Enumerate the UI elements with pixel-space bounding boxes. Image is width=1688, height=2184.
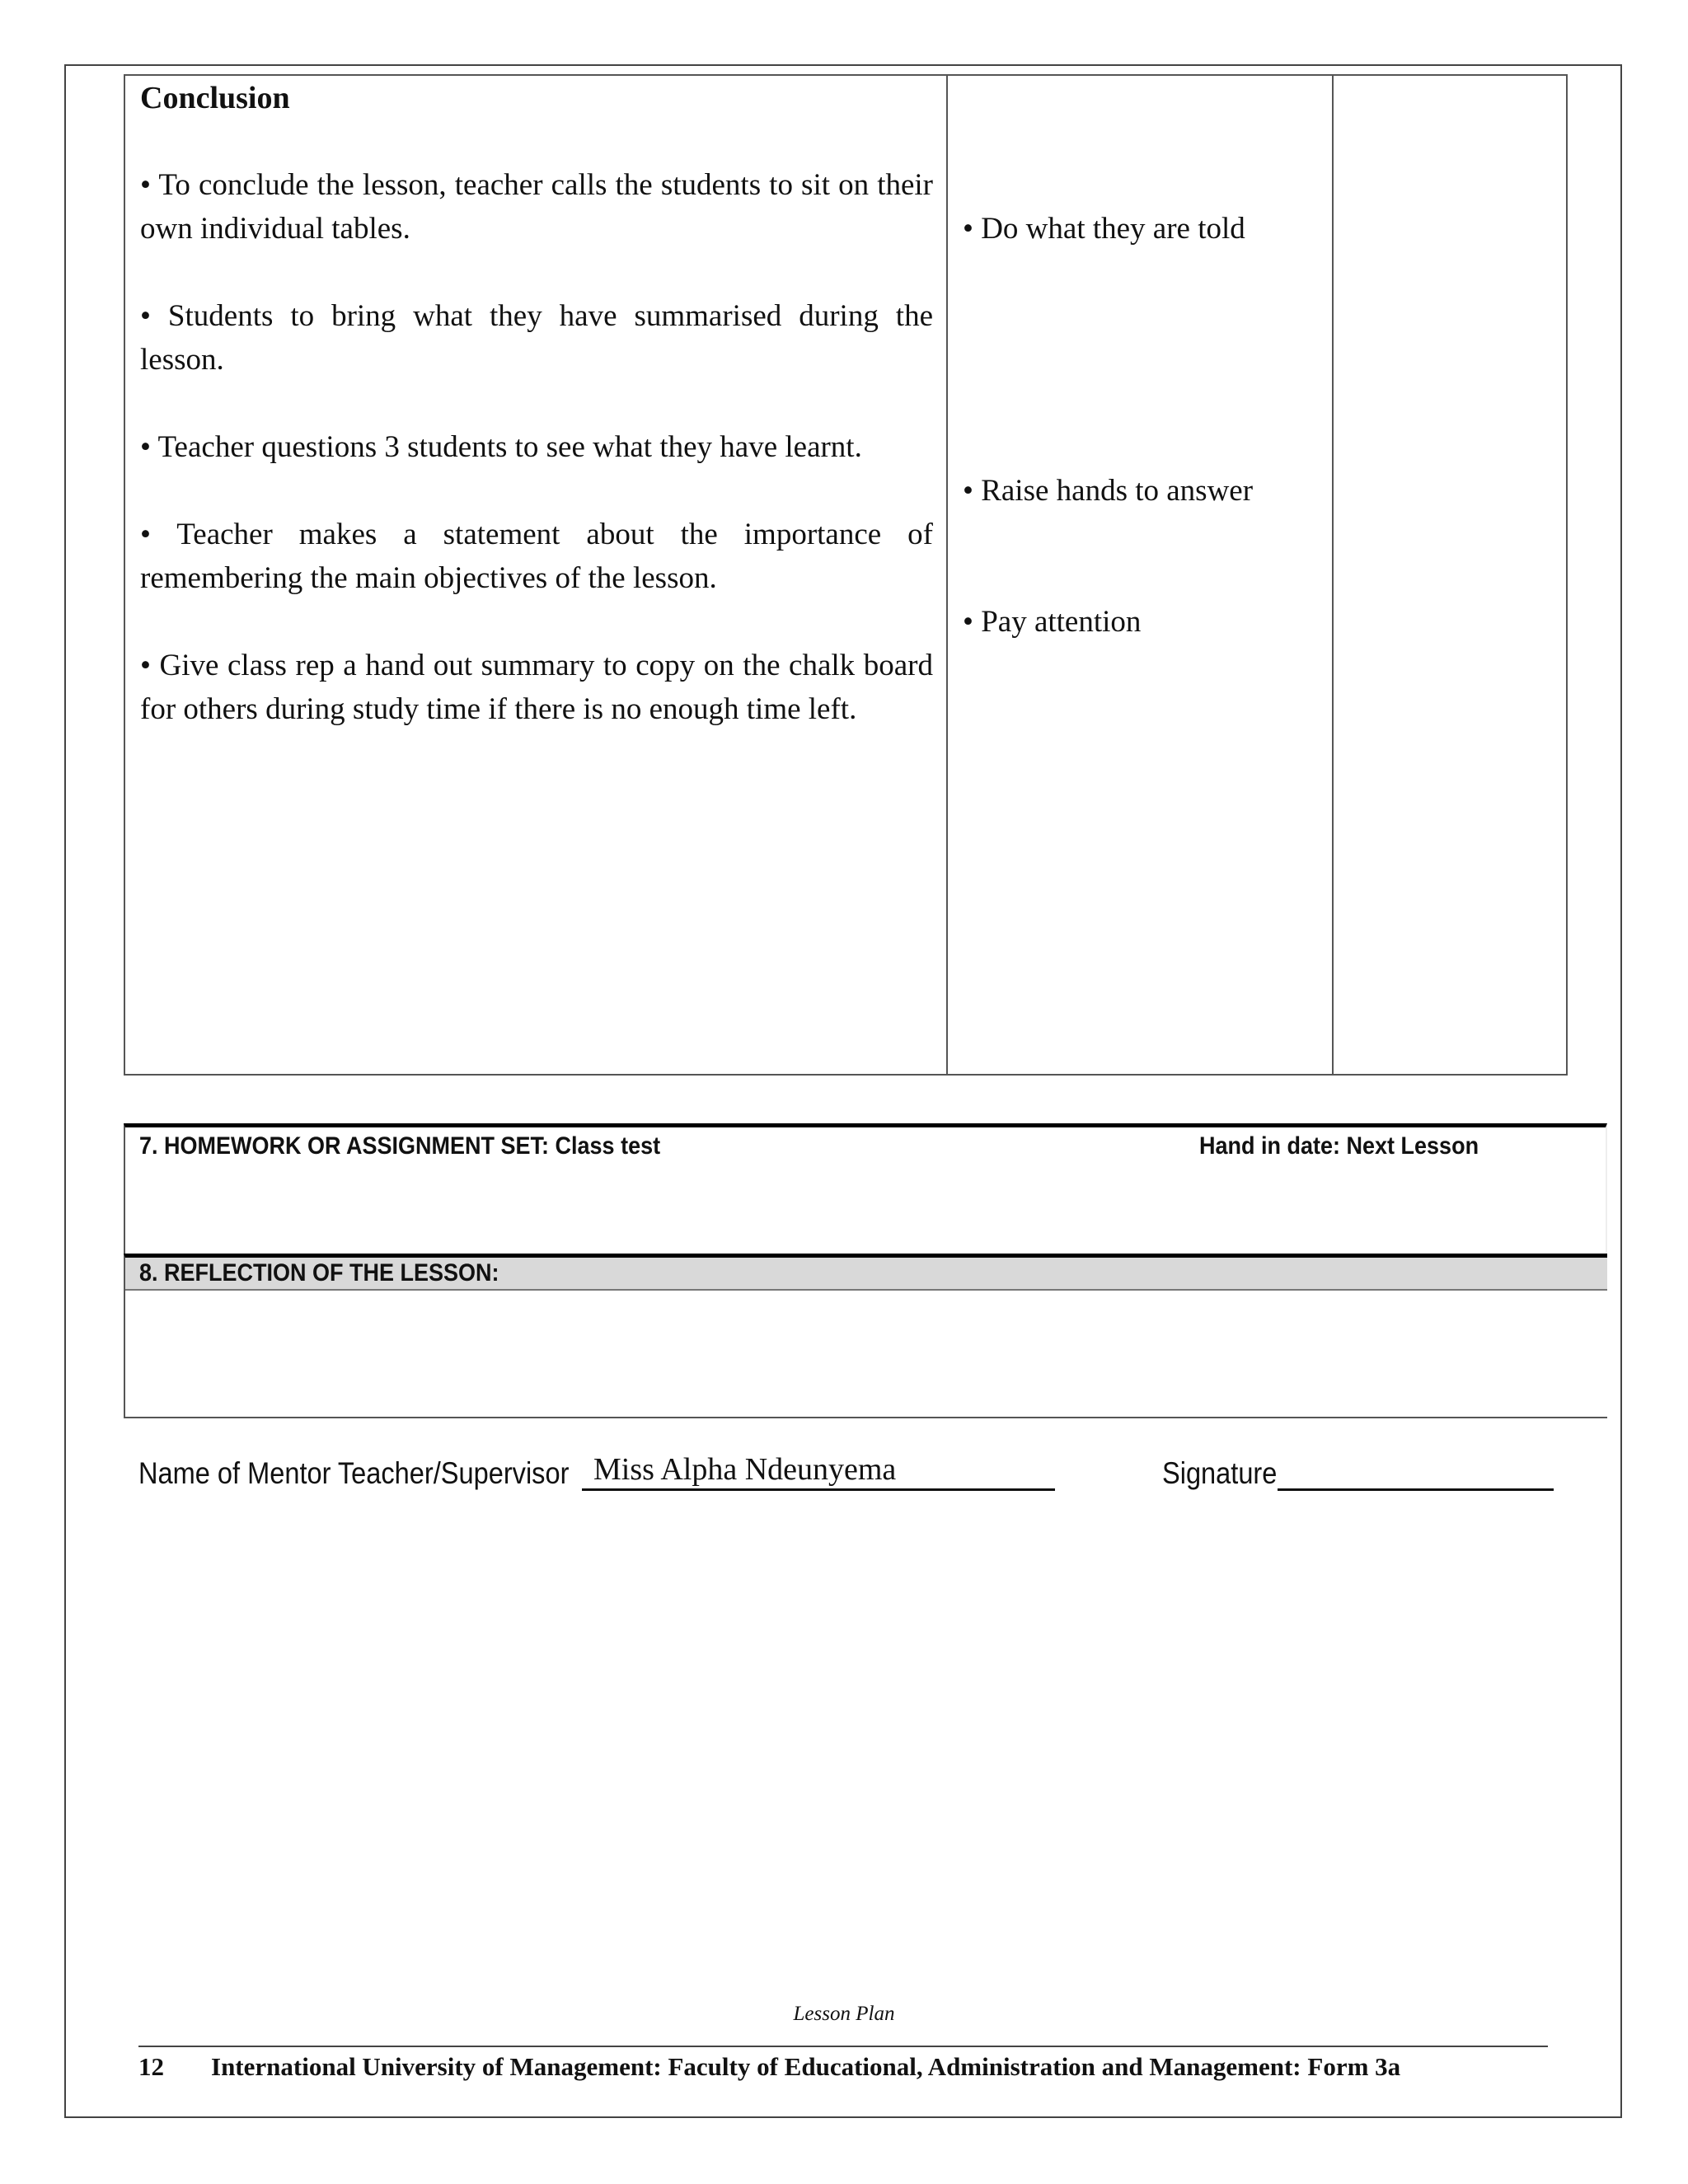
homework-label: 7. HOMEWORK OR ASSIGNMENT SET: Class test	[139, 1132, 661, 1160]
reflection-label: 8. REFLECTION OF THE LESSON:	[139, 1259, 499, 1286]
learner-activity-item: • Pay attention	[963, 605, 1142, 639]
resources-cell	[1332, 74, 1568, 1076]
learner-activity-cell	[946, 74, 1334, 1076]
page-number: 12	[138, 2052, 164, 2081]
signature-label: Signature	[1162, 1456, 1278, 1490]
teacher-activity-item: • To conclude the lesson, teacher calls the students to sit on their own individual tables.	[140, 168, 933, 246]
footer-title: Lesson Plan	[793, 2003, 895, 2025]
signature-field	[1278, 1451, 1554, 1491]
footer-organization: International University of Management: Faculty of Educational, Administration and Management: Form 3a	[211, 2052, 1401, 2081]
teacher-activity-item: • Give class rep a hand out summary to copy on the chalk board for others during study time if there is no enough time left.	[140, 649, 933, 726]
teacher-activity-item: • Teacher makes a statement about the importance of remembering the main objectives of the lesson.	[140, 518, 933, 595]
hand-in-date: Hand in date: Next Lesson	[1199, 1132, 1479, 1160]
mentor-name-field	[582, 1451, 1055, 1491]
teacher-activity-cell	[124, 74, 948, 1076]
teacher-activity-item: • Students to bring what they have summarised during the lesson.	[140, 299, 933, 377]
conclusion-heading: Conclusion	[140, 81, 290, 115]
learner-activity-item: • Raise hands to answer	[963, 474, 1254, 508]
lesson-table	[124, 74, 1568, 1076]
mentor-name: Miss Alpha Ndeunyema	[593, 1452, 897, 1487]
reflection-section	[124, 1254, 1607, 1418]
homework-section	[124, 1123, 1607, 1255]
mentor-label: Name of Mentor Teacher/Supervisor	[138, 1456, 570, 1490]
reflection-header	[125, 1258, 1607, 1291]
teacher-activity-item: • Teacher questions 3 students to see what they have learnt.	[140, 430, 862, 464]
footer-rule	[138, 2046, 1548, 2047]
learner-activity-item: • Do what they are told	[963, 212, 1245, 246]
